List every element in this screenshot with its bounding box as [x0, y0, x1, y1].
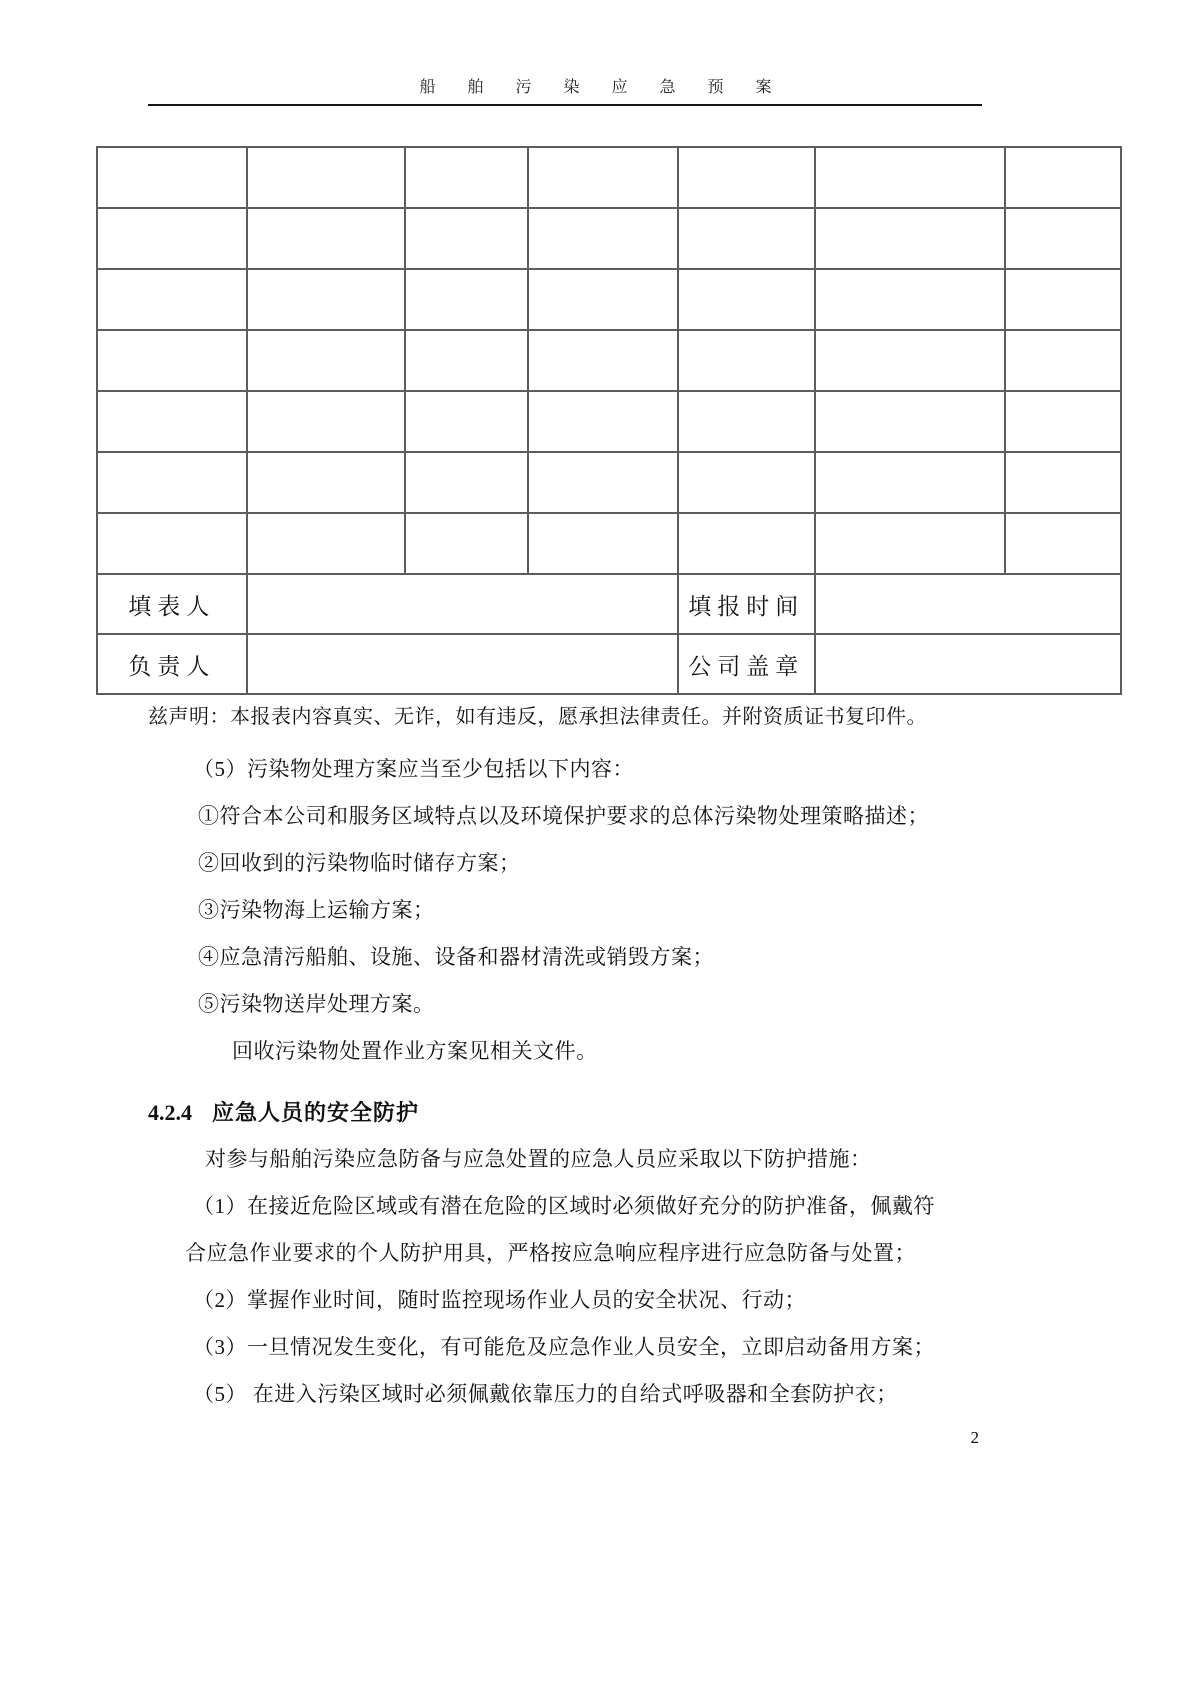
table-cell — [97, 330, 247, 391]
section-number: 4.2.4 — [148, 1100, 192, 1125]
table-cell — [528, 208, 678, 269]
table-cell — [97, 452, 247, 513]
table-cell — [678, 513, 815, 574]
list-item: ③污染物海上运输方案； — [198, 898, 435, 922]
table-cell — [1005, 513, 1121, 574]
table-cell — [247, 574, 678, 634]
table-cell — [97, 391, 247, 452]
table-cell — [528, 269, 678, 330]
table-cell — [528, 452, 678, 513]
table-row — [97, 269, 1121, 330]
table-cell — [247, 452, 406, 513]
list-item: ②回收到的污染物临时储存方案； — [198, 851, 521, 875]
paragraph: （5）污染物处理方案应当至少包括以下内容： — [193, 757, 634, 781]
table-cell — [815, 574, 1121, 634]
table-cell — [247, 513, 406, 574]
table-cell — [97, 208, 247, 269]
table-cell — [97, 269, 247, 330]
cell-label: 负责人 — [97, 634, 247, 694]
table-cell — [1005, 208, 1121, 269]
table-cell — [1005, 330, 1121, 391]
table-cell — [528, 391, 678, 452]
document-header — [0, 0, 1191, 106]
table-footer-row — [97, 574, 1121, 634]
table-cell — [97, 147, 247, 208]
header-rule — [148, 104, 982, 106]
section-title: 应急人员的安全防护 — [212, 1100, 420, 1125]
paragraph: 合应急作业要求的个人防护用具，严格按应急响应程序进行应急防备与处置； — [185, 1241, 916, 1265]
table-cell — [247, 391, 406, 452]
table-cell — [405, 391, 528, 452]
table-cell — [678, 269, 815, 330]
paragraph: （5） 在进入污染区域时必须佩戴依靠压力的自给式呼吸器和全套防护衣； — [193, 1382, 898, 1406]
table-cell — [405, 513, 528, 574]
table-cell — [528, 147, 678, 208]
table-row — [97, 391, 1121, 452]
table-cell — [1005, 269, 1121, 330]
table-cell — [405, 147, 528, 208]
table-cell — [815, 391, 1005, 452]
table-cell — [405, 208, 528, 269]
page-number: 2 — [970, 1428, 979, 1447]
table-cell — [678, 208, 815, 269]
table-cell — [678, 147, 815, 208]
table-cell — [678, 452, 815, 513]
paragraph: （1）在接近危险区域或有潜在危险的区域时必须做好充分的防护准备，佩戴符 — [193, 1194, 935, 1218]
table-cell — [1005, 391, 1121, 452]
document-body — [0, 755, 1191, 1409]
table-cell — [815, 330, 1005, 391]
paragraph: 对参与船舶污染应急防备与应急处置的应急人员应采取以下防护措施： — [205, 1147, 872, 1171]
table-cell — [678, 330, 815, 391]
table-cell — [405, 269, 528, 330]
page-title: 船 舶 污 染 应 急 预 案 — [419, 79, 786, 96]
table-cell — [247, 208, 406, 269]
table-cell — [815, 208, 1005, 269]
cell-label: 填报时间 — [678, 574, 815, 634]
paragraph: （3）一旦情况发生变化，有可能危及应急作业人员安全，立即启动备用方案； — [193, 1335, 935, 1359]
cell-label: 公司盖章 — [678, 634, 815, 694]
list-item: ①符合本公司和服务区域特点以及环境保护要求的总体污染物处理策略描述； — [198, 804, 929, 828]
table-row — [97, 147, 1121, 208]
table-cell — [678, 391, 815, 452]
report-table — [96, 146, 1122, 695]
table-cell — [247, 269, 406, 330]
table-cell — [815, 147, 1005, 208]
table-cell — [405, 330, 528, 391]
table-cell — [815, 634, 1121, 694]
list-item: ④应急清污船舶、设施、设备和器材清洗或销毁方案； — [198, 945, 714, 969]
table-cell — [815, 513, 1005, 574]
table-cell — [405, 452, 528, 513]
table-cell — [247, 147, 406, 208]
paragraph: 回收污染物处置作业方案见相关文件。 — [232, 1039, 598, 1063]
table-cell — [815, 452, 1005, 513]
table-cell — [247, 634, 678, 694]
paragraph: （2）掌握作业时间，随时监控现场作业人员的安全状况、行动； — [193, 1288, 806, 1312]
table-row — [97, 208, 1121, 269]
table-row — [97, 452, 1121, 513]
table-row — [97, 330, 1121, 391]
table-row — [97, 513, 1121, 574]
table-cell — [247, 330, 406, 391]
cell-label: 填表人 — [97, 574, 247, 634]
table-cell — [1005, 147, 1121, 208]
section-heading — [148, 1096, 1151, 1127]
declaration-text: 兹声明：本报表内容真实、无诈，如有违反，愿承担法律责任。并附资质证书复印件。 — [148, 706, 927, 728]
table-cell — [528, 330, 678, 391]
list-item: ⑤污染物送岸处理方案。 — [198, 992, 435, 1016]
table-cell — [815, 269, 1005, 330]
table-footer-row — [97, 634, 1121, 694]
table-cell — [528, 513, 678, 574]
table-cell — [97, 513, 247, 574]
table-cell — [1005, 452, 1121, 513]
